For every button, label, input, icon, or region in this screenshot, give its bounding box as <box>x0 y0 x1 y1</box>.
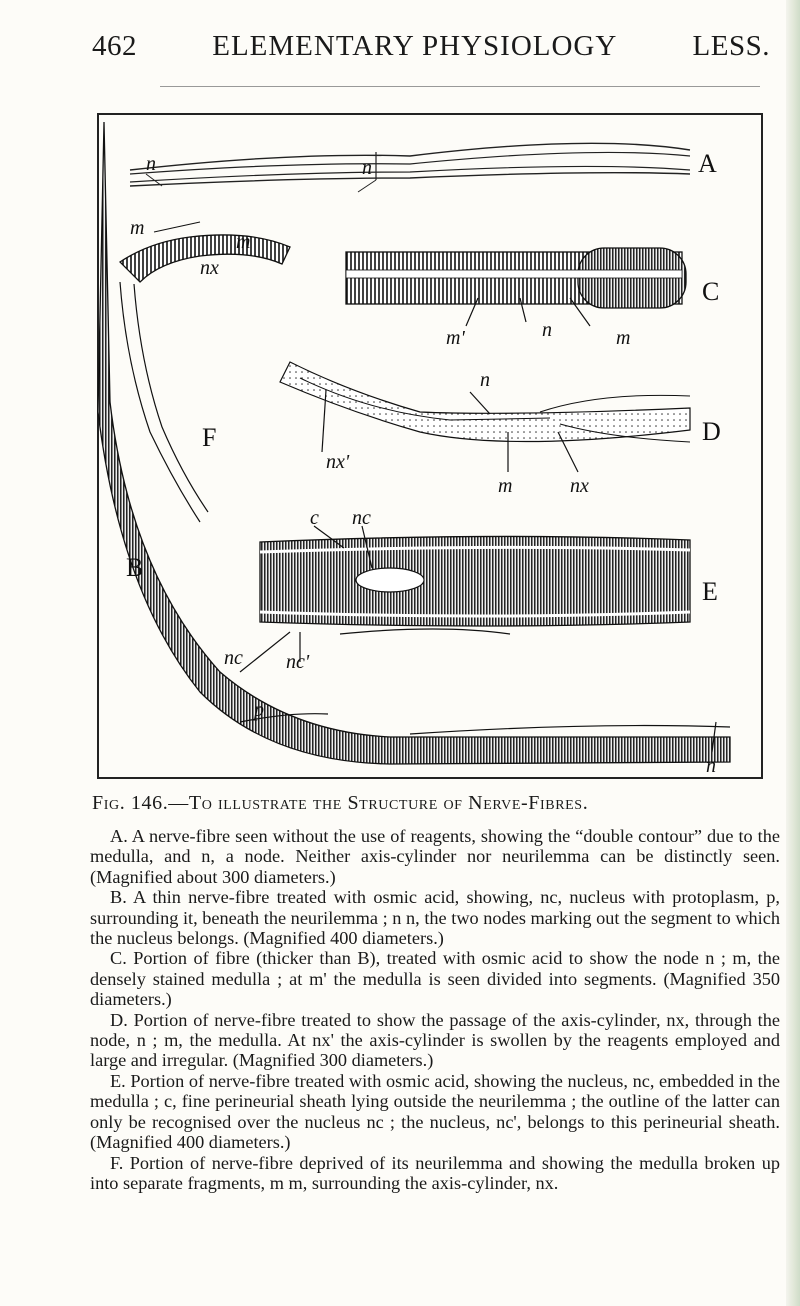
description-a: A. A nerve-fibre seen without the use of reagents, showing the “double contour” due to the medulla, and n, a node. Neither axis-cylinder nor neurilemma can be distinctly seen. (Magnified about 300 diameters.) <box>90 826 780 887</box>
panel-d-label: D <box>702 417 721 446</box>
page-number: 462 <box>92 30 137 62</box>
fibre-a-illustration <box>130 143 690 192</box>
figure-illustration <box>90 112 770 782</box>
figure-caption-title: Fig. 146.—To illustrate the Structure of Nerve-Fibres. <box>92 792 589 814</box>
annotation-d-nx-prime: nx' <box>326 451 350 473</box>
running-title: ELEMENTARY PHYSIOLOGY <box>212 30 618 62</box>
annotation-c-m-prime: m' <box>446 327 465 349</box>
description-b: B. A thin nerve-fibre treated with osmic acid, showing, nc, nucleus with protoplasm, p, surrounding it, beneath the neurilemma ; n n, the two nodes marking out the segment to which the nucleus belongs. (Magnified 400 diameters.) <box>90 887 780 949</box>
panel-e-label: E <box>702 577 718 606</box>
fibre-f-illustration <box>98 122 730 764</box>
page-edge <box>786 0 800 1306</box>
annotation-e-nc-top: nc <box>352 507 371 529</box>
annotation-c-n: n <box>542 319 552 341</box>
annotation-b-n: n <box>706 755 716 777</box>
annotation-c-m: m <box>616 327 631 349</box>
description-c: C. Portion of fibre (thicker than B), treated with osmic acid to show the node n ; m, the densely stained medulla ; at m' the medulla is seen divided into segments. (Magnified 350 diameters.) <box>90 948 780 1010</box>
page-header <box>92 30 770 63</box>
annotation-d-n: n <box>480 369 490 391</box>
description-e: E. Portion of nerve-fibre treated with osmic acid, showing the nucleus, nc, embedded in the medulla ; c, fine perineurial sheath lying outside the neurilemma ; the outline of the latter can only be recognised over the nucleus nc ; the nucleus, nc', belongs to this perineurial sheath. (Magnified 400 diameters.) <box>90 1070 780 1153</box>
description-f: F. Portion of nerve-fibre deprived of its neurilemma and showing the medulla broken up into separate fragments, m m, surrounding the axis-cylinder, nx. <box>90 1152 780 1193</box>
annotation-d-m: m <box>498 475 513 497</box>
annotation-e-nc-bottom: nc <box>224 647 243 669</box>
panel-c-label: C <box>702 277 720 306</box>
nerve-fibre-figure <box>90 112 770 782</box>
panel-f-label: F <box>202 423 217 452</box>
annotation-a-n-right: n <box>362 157 372 179</box>
annotation-f-m2: m <box>236 231 251 253</box>
panel-b-label: B <box>126 553 144 582</box>
annotation-f-m: m <box>130 217 145 239</box>
panel-a-label: A <box>698 149 717 178</box>
annotation-b-p: p <box>254 699 264 721</box>
figure-descriptions <box>90 826 780 1193</box>
annotation-d-nx: nx <box>570 475 589 497</box>
lesson-marker: LESS. <box>692 30 770 62</box>
fibre-c-illustration <box>346 248 686 326</box>
annotation-f-nx: nx <box>200 257 219 279</box>
annotation-a-n-left: n <box>146 153 156 175</box>
annotation-e-nc-prime: nc' <box>286 651 310 673</box>
description-d: D. Portion of nerve-fibre treated to show the passage of the axis-cylinder, nx, through the node, n ; m, the medulla. At nx' the axis-cylinder is swollen by the reagents employed and large and irregular. (Magnified 300 diameters.) <box>90 1009 780 1071</box>
annotation-e-c: c <box>310 507 319 529</box>
header-rule <box>160 86 760 87</box>
